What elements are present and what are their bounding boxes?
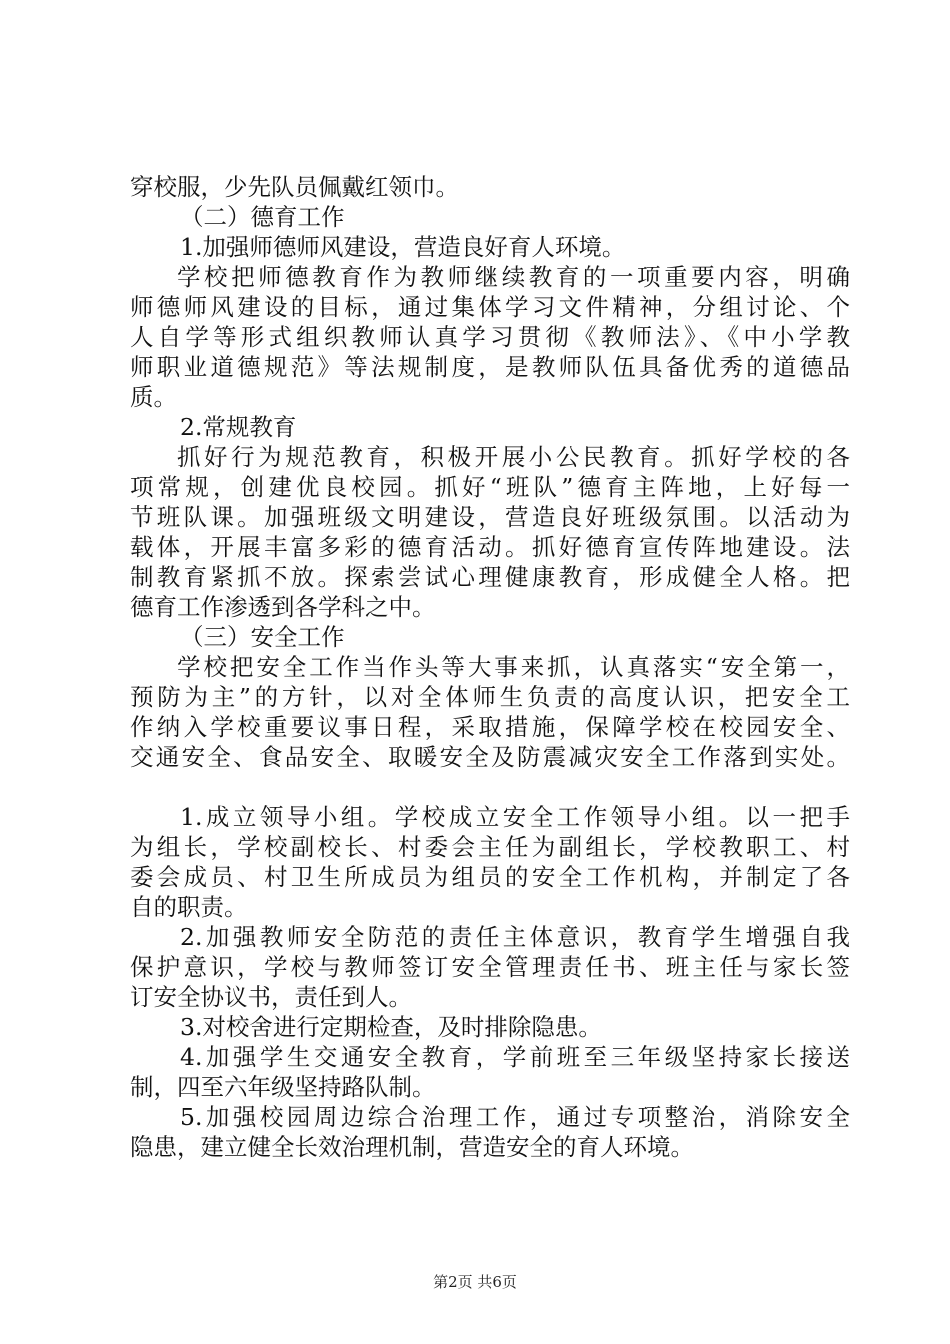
paragraph-line: 穿校服，少先队员佩戴红领巾。 (130, 173, 459, 201)
list-item-line: 5.加强校园周边综合治理工作，通过专项整治，消除安全 (180, 1103, 850, 1131)
paragraph-line: 项常规，创建优良校园。抓好“班队”德育主阵地，上好每一 (130, 473, 850, 501)
list-item-line: 1.成立领导小组。学校成立安全工作领导小组。以一把手 (180, 803, 850, 831)
paragraph-line: 质。 (130, 383, 177, 411)
paragraph-line: 学校把师德教育作为教师继续教育的一项重要内容，明确 (177, 263, 850, 291)
paragraph-line: 德育工作渗透到各学科之中。 (130, 593, 436, 621)
paragraph-line: 师德师风建设的目标，通过集体学习文件精神，分组讨论、个 (130, 293, 850, 321)
paragraph-line: 委会成员、村卫生所成员为组员的安全工作机构，并制定了各 (130, 863, 850, 891)
list-item-line: 1.加强师德师风建设，营造良好育人环境。 (180, 233, 626, 261)
document-body (130, 172, 850, 1162)
paragraph-line: 制教育紧抓不放。探索尝试心理健康教育，形成健全人格。把 (130, 563, 850, 591)
paragraph-line: 师职业道德规范》等法规制度，是教师队伍具备优秀的道德品 (130, 353, 850, 381)
paragraph-line: 自的职责。 (130, 893, 248, 921)
section-heading: （二）德育工作 (180, 203, 345, 231)
list-item-line: 2.加强教师安全防范的责任主体意识，教育学生增强自我 (180, 923, 850, 951)
paragraph-line: 交通安全、食品安全、取暖安全及防震减灾安全工作落到实处。 (130, 743, 850, 771)
paragraph-line: 人自学等形式组织教师认真学习贯彻《教师法》、《中小学教 (130, 323, 850, 351)
paragraph-line: 保护意识，学校与教师签订安全管理责任书、班主任与家长签 (130, 953, 850, 981)
paragraph-line: 载体，开展丰富多彩的德育活动。抓好德育宣传阵地建设。法 (130, 533, 850, 561)
section-heading: （三）安全工作 (180, 623, 345, 651)
list-item-line: 3.对校舍进行定期检查，及时排除隐患。 (180, 1013, 602, 1041)
paragraph-line: 作纳入学校重要议事日程，采取措施，保障学校在校园安全、 (130, 713, 850, 741)
paragraph-line: 学校把安全工作当作头等大事来抓，认真落实“安全第一， (177, 653, 850, 681)
paragraph-line: 制，四至六年级坚持路队制。 (130, 1073, 436, 1101)
paragraph-line: 订安全协议书，责任到人。 (130, 983, 412, 1011)
list-item-line: 2.常规教育 (180, 413, 297, 441)
list-item-line: 4.加强学生交通安全教育，学前班至三年级坚持家长接送 (180, 1043, 850, 1071)
paragraph-line: 隐患，建立健全长效治理机制，营造安全的育人环境。 (130, 1133, 694, 1161)
paragraph-line: 抓好行为规范教育，积极开展小公民教育。抓好学校的各 (177, 443, 850, 471)
paragraph-line: 为组长，学校副校长、村委会主任为副组长，学校教职工、村 (130, 833, 850, 861)
page-footer: 第2页 共6页 (433, 1273, 517, 1291)
paragraph-line: 预防为主”的方针，以对全体师生负责的高度认识，把安全工 (130, 683, 850, 711)
paragraph-line: 节班队课。加强班级文明建设，营造良好班级氛围。以活动为 (130, 503, 850, 531)
paragraph-gap (130, 772, 850, 802)
